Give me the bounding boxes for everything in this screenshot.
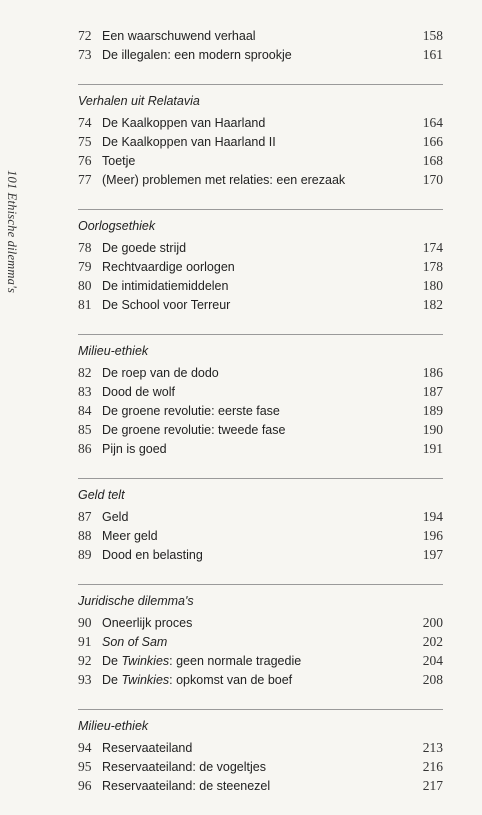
toc-entry[interactable]	[78, 670, 443, 689]
entry-number: 92	[78, 653, 92, 668]
toc-section	[78, 478, 443, 564]
entry-number: 90	[78, 615, 92, 630]
entry-page-number: 174	[422, 240, 443, 255]
entry-title: De Twinkies: geen normale tragedie	[102, 654, 302, 668]
running-head: 101 Ethische dilemma's	[5, 170, 19, 294]
entry-page-number: 166	[422, 134, 443, 149]
toc-section	[78, 709, 443, 795]
entry-number: 75	[78, 134, 92, 149]
entry-title: De intimidatiemiddelen	[102, 279, 229, 293]
entry-page-number: 189	[422, 403, 443, 418]
entry-title: Reservaateiland: de steenezel	[102, 779, 271, 793]
entry-number: 86	[78, 441, 92, 456]
entry-number: 77	[78, 172, 92, 187]
section-heading: Milieu-ethiek	[78, 709, 443, 735]
entry-title: De roep van de dodo	[102, 366, 219, 380]
entry-number: 74	[78, 115, 92, 130]
entry-page-number: 158	[422, 28, 443, 43]
section-heading: Milieu-ethiek	[78, 334, 443, 360]
toc-section	[78, 84, 443, 189]
entry-number: 85	[78, 422, 92, 437]
entry-number: 96	[78, 778, 92, 793]
entry-title: Reservaateiland: de vogeltjes	[102, 760, 266, 774]
entry-page-number: 197	[422, 547, 443, 562]
toc-entry[interactable]	[78, 257, 443, 276]
entry-page-number: 208	[422, 672, 443, 687]
entry-number: 73	[78, 47, 92, 62]
entry-page-number: 194	[422, 509, 443, 524]
toc-entry[interactable]	[78, 651, 443, 670]
toc-entry[interactable]	[78, 507, 443, 526]
entry-number: 93	[78, 672, 92, 687]
toc-entry[interactable]	[78, 776, 443, 795]
entry-page-number: 161	[422, 47, 443, 62]
entry-title: Dood en belasting	[102, 548, 203, 562]
entry-page-number: 190	[422, 422, 443, 437]
toc-entry[interactable]	[78, 526, 443, 545]
table-of-contents	[78, 26, 443, 815]
toc-section	[78, 334, 443, 458]
toc-entry[interactable]	[78, 420, 443, 439]
toc-entry[interactable]	[78, 382, 443, 401]
entry-number: 81	[78, 297, 92, 312]
entry-page-number: 217	[422, 778, 443, 793]
toc-entry[interactable]	[78, 113, 443, 132]
toc-entry[interactable]	[78, 295, 443, 314]
entry-number: 78	[78, 240, 92, 255]
entry-title: Rechtvaardige oorlogen	[102, 260, 235, 274]
toc-entry[interactable]	[78, 439, 443, 458]
entry-page-number: 170	[422, 172, 443, 187]
entry-page-number: 196	[422, 528, 443, 543]
entry-page-number: 164	[422, 115, 443, 130]
entry-page-number: 186	[422, 365, 443, 380]
entry-number: 91	[78, 634, 92, 649]
entry-number: 95	[78, 759, 92, 774]
entry-page-number: 187	[422, 384, 443, 399]
toc-entry[interactable]	[78, 757, 443, 776]
toc-section	[78, 26, 443, 64]
entry-title: Toetje	[102, 154, 136, 168]
section-heading: Geld telt	[78, 478, 443, 504]
entry-title: Son of Sam	[102, 635, 168, 649]
toc-entry[interactable]	[78, 45, 443, 64]
entry-title: Geld	[102, 510, 129, 524]
entry-number: 72	[78, 28, 92, 43]
entry-title: De goede strijd	[102, 241, 187, 255]
entry-title: Meer geld	[102, 529, 158, 543]
section-heading: Verhalen uit Relatavia	[78, 84, 443, 110]
entry-page-number: 204	[422, 653, 443, 668]
entry-page-number: 200	[422, 615, 443, 630]
toc-section	[78, 584, 443, 689]
toc-entry[interactable]	[78, 545, 443, 564]
entry-title: De groene revolutie: tweede fase	[102, 423, 286, 437]
entry-title: Een waarschuwend verhaal	[102, 29, 256, 43]
entry-title: Pijn is goed	[102, 442, 167, 456]
toc-entry[interactable]	[78, 738, 443, 757]
entry-number: 87	[78, 509, 92, 524]
entry-page-number: 168	[422, 153, 443, 168]
entry-title: De illegalen: een modern sprookje	[102, 48, 292, 62]
section-heading: Oorlogsethiek	[78, 209, 443, 235]
entry-page-number: 202	[422, 634, 443, 649]
entry-title: Reservaateiland	[102, 741, 193, 755]
entry-title: De Kaalkoppen van Haarland II	[102, 135, 276, 149]
toc-entry[interactable]	[78, 170, 443, 189]
entry-number: 88	[78, 528, 92, 543]
entry-number: 89	[78, 547, 92, 562]
entry-number: 80	[78, 278, 92, 293]
toc-entry[interactable]	[78, 151, 443, 170]
entry-title: De Kaalkoppen van Haarland	[102, 116, 266, 130]
toc-entry[interactable]	[78, 238, 443, 257]
entry-title: (Meer) problemen met relaties: een erezaak	[102, 173, 346, 187]
entry-page-number: 191	[422, 441, 443, 456]
entry-number: 84	[78, 403, 92, 418]
entry-number: 83	[78, 384, 92, 399]
entry-title: Dood de wolf	[102, 385, 175, 399]
toc-entry[interactable]	[78, 613, 443, 632]
toc-entry[interactable]	[78, 401, 443, 420]
toc-entry[interactable]	[78, 276, 443, 295]
toc-entry[interactable]	[78, 26, 443, 45]
entry-page-number: 180	[422, 278, 443, 293]
entry-number: 94	[78, 740, 92, 755]
entry-page-number: 178	[422, 259, 443, 274]
entry-title: Oneerlijk proces	[102, 616, 193, 630]
entry-number: 76	[78, 153, 92, 168]
section-heading: Juridische dilemma's	[78, 584, 443, 610]
entry-title: De groene revolutie: eerste fase	[102, 404, 280, 418]
entry-page-number: 216	[422, 759, 443, 774]
entry-page-number: 213	[422, 740, 443, 755]
toc-section	[78, 209, 443, 314]
entry-title: De School voor Terreur	[102, 298, 231, 312]
toc-entry[interactable]	[78, 632, 443, 651]
entry-number: 82	[78, 365, 92, 380]
toc-entry[interactable]	[78, 363, 443, 382]
entry-number: 79	[78, 259, 92, 274]
entry-title: De Twinkies: opkomst van de boef	[102, 673, 293, 687]
entry-page-number: 182	[422, 297, 443, 312]
toc-entry[interactable]	[78, 132, 443, 151]
